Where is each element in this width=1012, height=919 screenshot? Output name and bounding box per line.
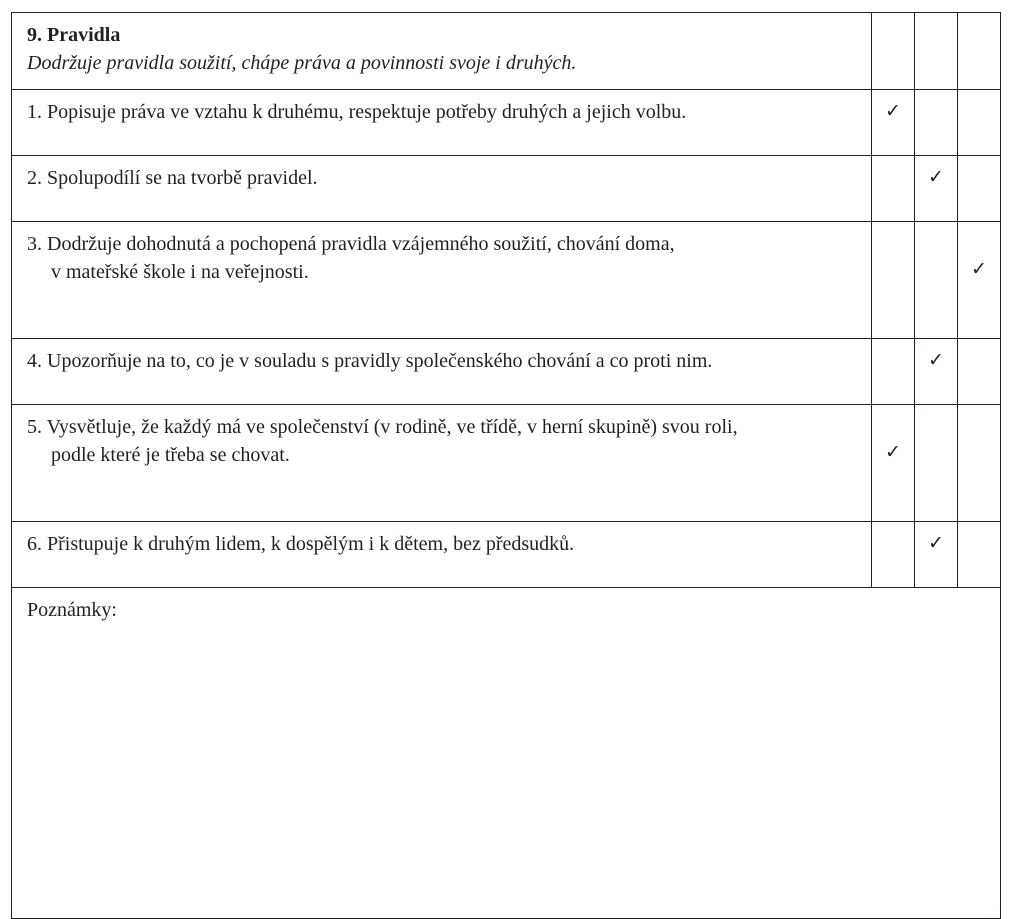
checkmark-icon: ✓ — [928, 166, 944, 188]
check-cell[interactable] — [915, 156, 958, 222]
item-row — [12, 339, 1001, 405]
item-line: podle které je třeba se chovat. — [51, 444, 290, 466]
item-text — [12, 90, 871, 126]
item-line: Dodržuje dohodnutá a pochopená pravidla vzájemného soužití, chování doma, — [47, 233, 675, 255]
item-text — [12, 405, 871, 469]
item-row — [12, 522, 1001, 588]
check-cell[interactable] — [958, 405, 1001, 522]
item-number: 3. — [27, 233, 42, 255]
check-cell[interactable] — [872, 405, 915, 522]
item-line: Vysvětluje, že každý má ve společenství (v rodině, ve třídě, v herní skupině) svou roli, — [46, 416, 738, 438]
check-cell[interactable] — [872, 522, 915, 588]
checkmark-icon: ✓ — [885, 441, 901, 463]
item-row — [12, 90, 1001, 156]
check-cell[interactable] — [915, 339, 958, 405]
check-cell[interactable] — [915, 405, 958, 522]
item-row — [12, 156, 1001, 222]
item-text — [12, 522, 871, 558]
item-number: 2. — [27, 167, 42, 189]
check-cell[interactable] — [872, 156, 915, 222]
notes-row — [12, 588, 1001, 919]
check-cell[interactable] — [958, 156, 1001, 222]
header-check-cell-1 — [872, 13, 915, 90]
item-text — [12, 339, 871, 375]
check-cell[interactable] — [915, 90, 958, 156]
item-row — [12, 222, 1001, 339]
check-cell[interactable] — [958, 90, 1001, 156]
section-header-row — [12, 13, 1001, 90]
item-text — [12, 156, 871, 192]
item-line: Popisuje práva ve vztahu k druhému, respektuje potřeby druhých a jejich volbu. — [47, 101, 687, 123]
item-line: Přistupuje k druhým lidem, k dospělým i k dětem, bez předsudků. — [47, 533, 575, 555]
section-header-cell — [12, 13, 872, 90]
section-title: 9. Pravidla — [27, 24, 121, 46]
check-cell[interactable] — [958, 222, 1001, 339]
item-number: 5. — [27, 416, 42, 438]
check-cell[interactable] — [872, 222, 915, 339]
check-cell[interactable] — [872, 90, 915, 156]
section-subtitle: Dodržuje pravidla soužití, chápe práva a povinnosti svoje i druhých. — [27, 52, 577, 74]
checkmark-icon: ✓ — [971, 258, 987, 280]
checkmark-icon: ✓ — [928, 532, 944, 554]
check-cell[interactable] — [915, 522, 958, 588]
item-number: 1. — [27, 101, 42, 123]
check-cell[interactable] — [872, 339, 915, 405]
item-line: Upozorňuje na to, co je v souladu s pravidly společenského chování a co proti nim. — [47, 350, 713, 372]
header-check-cell-3 — [958, 13, 1001, 90]
item-line: v mateřské škole i na veřejnosti. — [51, 261, 309, 283]
item-number: 6. — [27, 533, 42, 555]
checkmark-icon: ✓ — [928, 349, 944, 371]
item-row — [12, 405, 1001, 522]
header-check-cell-2 — [915, 13, 958, 90]
notes-label: Poznámky: — [27, 599, 117, 621]
evaluation-sheet — [11, 12, 1001, 919]
item-text — [12, 222, 871, 286]
item-number: 4. — [27, 350, 42, 372]
check-cell[interactable] — [958, 339, 1001, 405]
checkmark-icon: ✓ — [885, 100, 901, 122]
item-line: Spolupodílí se na tvorbě pravidel. — [47, 167, 318, 189]
notes-area[interactable] — [12, 588, 1001, 919]
check-cell[interactable] — [958, 522, 1001, 588]
check-cell[interactable] — [915, 222, 958, 339]
